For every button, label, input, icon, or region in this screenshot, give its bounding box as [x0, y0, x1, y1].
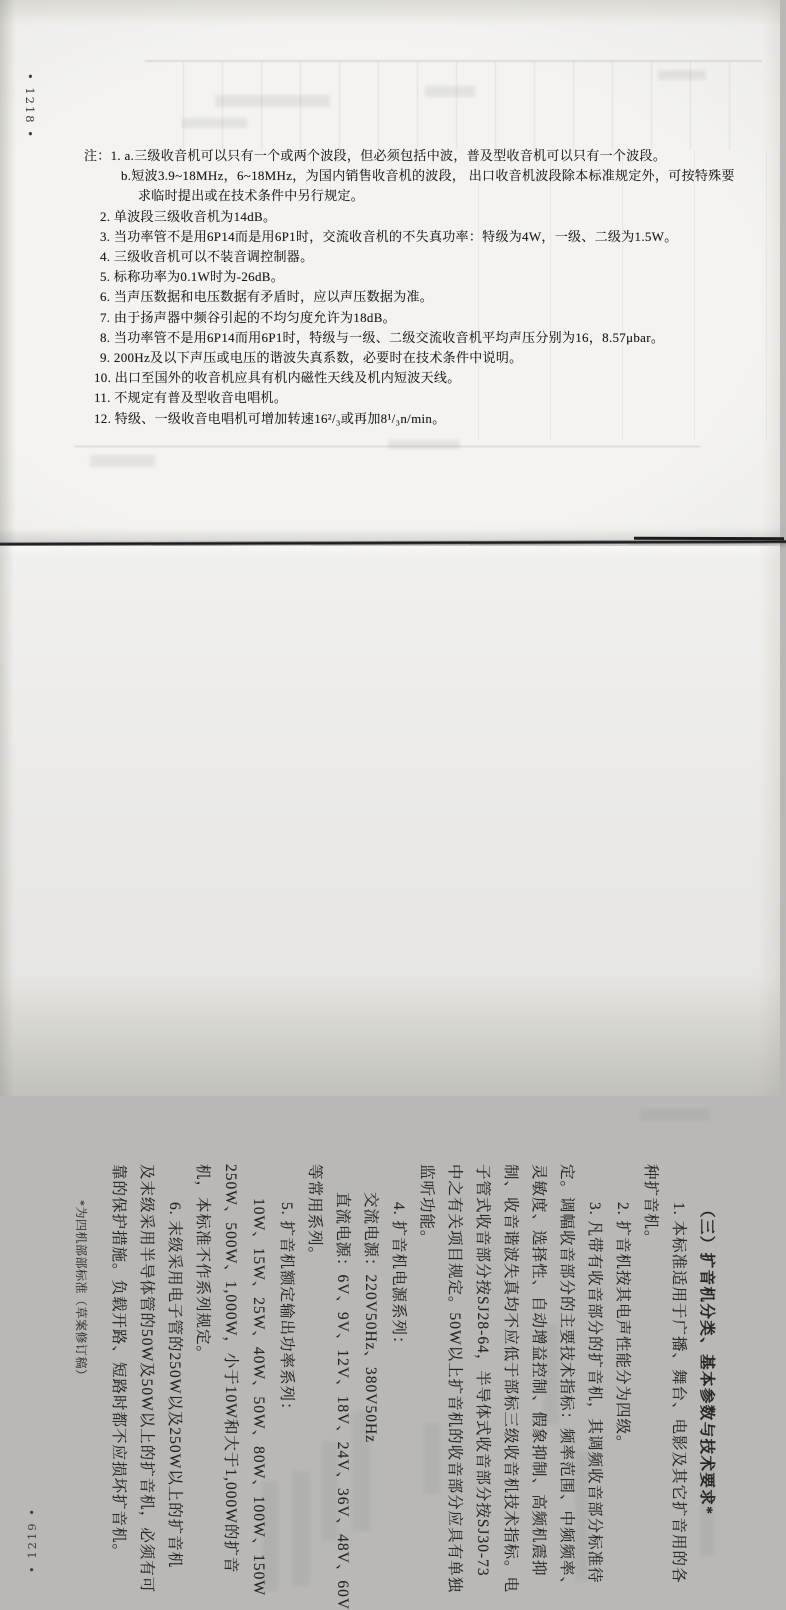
section-line: 及末级采用半导体管的50W及50W以上的扩音机，必须有可	[138, 1164, 155, 1594]
note-line: 2. 单波段三级收音机为14dB。	[100, 208, 277, 224]
section-heading: （三）扩音机分类、基本参数与技术要求*	[698, 1202, 715, 1516]
section-line: 5. 扩音机额定输出功率系列：	[278, 1202, 295, 1419]
note-line: 10. 出口至国外的收音机应具有机内磁性天线及机内短波天线。	[94, 370, 461, 386]
note-line: 6. 当声压数据和电压数据有矛盾时，应以声压数据为准。	[100, 289, 434, 305]
section-line: 6. 末级采用电子管的250W以及250W以上的扩音机	[166, 1202, 183, 1569]
section-line: 灵敏度、选择性、自动增益控制、假象抑制、高频机震抑	[530, 1164, 547, 1577]
section-line: 250W、500W、1,000W，小于10W和大于1,000W的扩音	[222, 1164, 239, 1574]
ghost-mark	[90, 455, 155, 467]
ghost-mark	[215, 95, 330, 107]
section-line: 种扩音机。	[642, 1164, 659, 1247]
footnote: *为四机部部标准（草案修订稿）	[74, 1200, 88, 1382]
page-number-text: • 1218 •	[23, 72, 37, 140]
ghost-mark	[388, 440, 460, 449]
section-line: 制、收音谐波失真均不应低于部标三级收音机技术指标。电	[502, 1164, 519, 1594]
page-number-text: • 1219 •	[25, 1506, 39, 1574]
section-line: 2. 扩音机按其电声性能分为四级。	[614, 1202, 631, 1452]
note-line: 8. 当功率管不是用6P14而用6P1时，特级与一级、二级交流收音机平均声压分别为16，8.57μbar。	[100, 329, 665, 345]
page-number-bottom	[22, 1494, 42, 1586]
page-number-top	[20, 60, 40, 152]
note-line: 4. 三级收音机可以不装音调控制器。	[100, 249, 314, 265]
page-1219	[0, 546, 780, 1610]
section-line: 等常用系列。	[306, 1164, 323, 1264]
section-line: 3. 凡带有收音部分的扩音机，其调频收音部分标准待	[586, 1202, 603, 1584]
note-line: 求临时提出或在技术条件中另行规定。	[138, 188, 365, 204]
section-line: 子管式收音部分按SJ28-64，半导体式收音部分按SJ30-73	[474, 1164, 491, 1577]
section-line: 定。调幅收音部分的主要技术指标：频率范围、中频频率、	[558, 1164, 575, 1594]
note-line: 5. 标称功率为0.1W时为-26dB。	[100, 269, 285, 285]
page-1218	[0, 0, 780, 543]
section-line: 靠的保护措施。负载开路、短路时都不应损坏扩音机。	[110, 1164, 127, 1561]
note-line: 3. 当功率管不是用6P14而是用6P1时，交流收音机的不失真功率：特级为4W，一级、二级为1.5W。	[100, 228, 678, 244]
section-line: 直流电源：6V、9V、12V、18V、24V、36V、48V、60V	[334, 1192, 351, 1610]
ghost-mark	[425, 86, 475, 97]
rotated-section	[58, 1164, 720, 1610]
note-line: 注：1. a.三级收音机可以只有一个或两个波段，但必须包括中波，普及型收音机可以只有一个波段。	[84, 148, 667, 163]
notes-block	[84, 146, 774, 429]
section-line: 1. 本标准适用于广播、舞台、电影及其它扩音用的各	[670, 1202, 687, 1584]
section-line: 10W、15W、25W、40W、50W、80W、100W、150W	[250, 1198, 267, 1597]
note-line: 12. 特级、一级收音电唱机可增加转速16²/₃或再加8¹/₃n/min。	[94, 410, 446, 426]
ghost-mark	[182, 118, 247, 128]
section-line: 4. 扩音机电源系列：	[390, 1202, 407, 1353]
note-line: 7. 由于扬声器中频谷引起的不均匀度允许为18dB。	[100, 309, 396, 325]
section-line: 交流电源：220V50Hz、380V50Hz	[362, 1192, 379, 1444]
section-line: 中之有关项目规定。50W以上扩音机的收音部分应具有单独	[446, 1164, 463, 1594]
note-line: b.短波3.9~18MHz，6~18MHz，为国内销售收音机的波段， 出口收音机波段除本标准规定外，可按特殊要	[121, 168, 735, 184]
note-line: 9. 200Hz及以下声压或电压的谐波失真系数，必要时在技术条件中说明。	[100, 350, 523, 366]
section-line: 监听功能。	[418, 1164, 435, 1247]
ghost-mark	[658, 70, 706, 80]
note-line: 11. 不规定有普及型收音电唱机。	[94, 390, 288, 406]
ghost-mark	[640, 1109, 710, 1121]
section-text-block	[58, 1164, 720, 1610]
section-line: 机，本标准不作系列规定。	[194, 1164, 211, 1363]
